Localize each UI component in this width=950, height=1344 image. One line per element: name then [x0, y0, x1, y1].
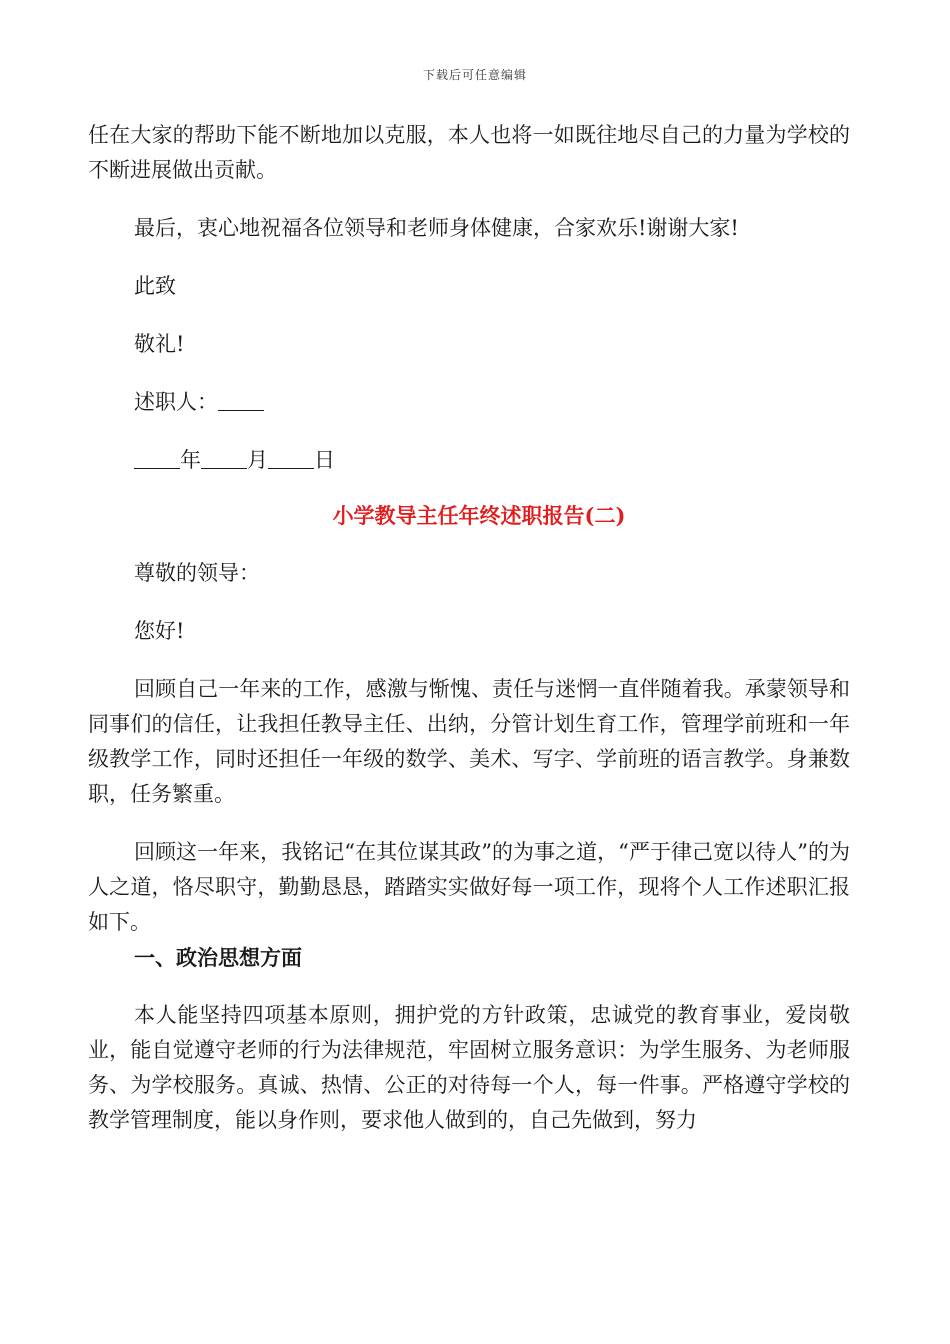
greeting: 您好! [134, 619, 185, 643]
date-month-label: 月 [247, 448, 268, 472]
paragraph-closing-wishes: 最后，衷心地祝福各位领导和老师身体健康，合家欢乐!谢谢大家! [134, 216, 739, 240]
document-title: 小学教导主任年终述职报告(二) [332, 503, 626, 528]
paragraph-continuation: 任在大家的帮助下能不断地加以克服，本人也将一如既往地尽自己的力量为学校的不断进展做出贡献。 [88, 123, 850, 182]
document-page [88, 118, 850, 1138]
month-blank [201, 446, 247, 469]
header-note: 下载后可任意编辑 [422, 68, 527, 82]
reporter-label: 述职人： [134, 390, 218, 414]
reporter-line [88, 385, 850, 420]
paragraph-summary: 回顾这一年来，我铭记“在其位谋其政”的为事之道，“严于律己宽以待人”的为人之道，恪尽职守，勤勤恳恳，踏踏实实做好每一项工作，现将个人工作述职汇报如下。 [88, 840, 850, 934]
section-heading-political: 一、政治思想方面 [134, 945, 302, 970]
date-year-label: 年 [180, 448, 201, 472]
date-line [88, 443, 850, 478]
year-blank [134, 446, 180, 469]
closing-jingli: 敬礼! [134, 332, 185, 356]
paragraph-review: 回顾自己一年来的工作，感激与惭愧、责任与迷惘一直伴随着我。承蒙领导和同事们的信任，让我担任教导主任、出纳，分管计划生育工作，管理学前班和一年级教学工作，同时还担任一年级的数学、美术、写字、学前班的语言教学。身兼数职，任务繁重。 [88, 677, 850, 806]
date-day-label: 日 [314, 448, 335, 472]
day-blank [268, 446, 314, 469]
salutation: 尊敬的领导： [134, 561, 260, 585]
paragraph-political: 本人能坚持四项基本原则，拥护党的方针政策，忠诚党的教育事业，爱岗敬业，能自觉遵守老师的行为法律规范，牢固树立服务意识：为学生服务、为老师服务、为学校服务。真诚、热情、公正的对待每一个人，每一件事。严格遵守学校的教学管理制度，能以身作则，要求他人做到的，自己先做到，努力 [88, 1003, 850, 1132]
reporter-blank [218, 388, 264, 411]
closing-cizhi: 此致 [134, 274, 176, 298]
